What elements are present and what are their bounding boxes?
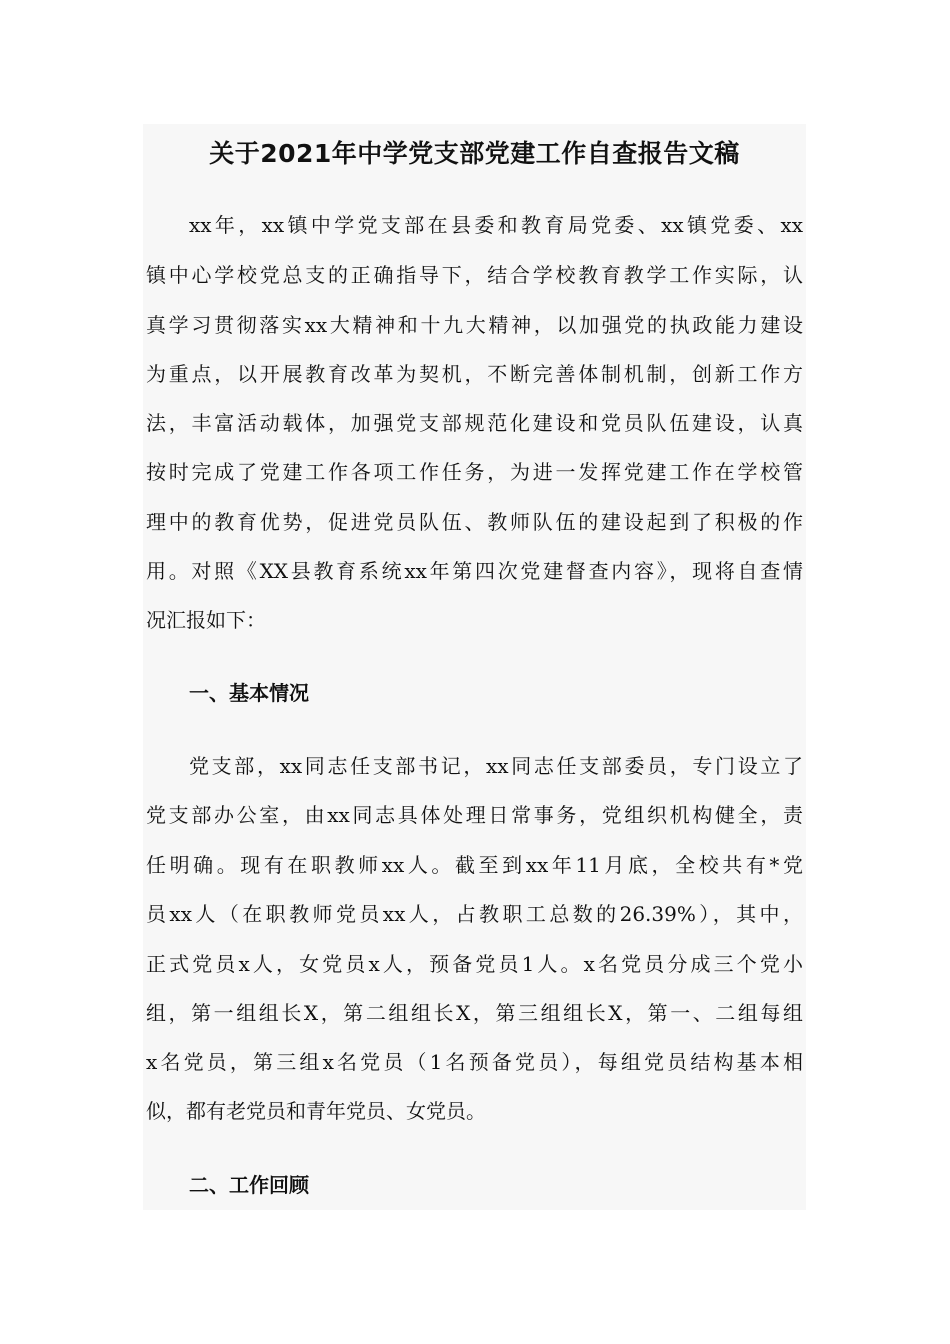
intro-line-7: 理中的教育优势，促进党员队伍、教师队伍的建设起到了积极的作: [146, 510, 803, 534]
section1-line-1: 党支部，xx同志任支部书记，xx同志任支部委员，专门设立了: [189, 754, 803, 778]
intro-line-4: 为重点，以开展教育改革为契机，不断完善体制机制，创新工作方: [146, 362, 803, 386]
intro-line-8: 用。对照《XX县教育系统xx年第四次党建督查内容》，现将自查情: [146, 559, 803, 583]
document-page: [143, 124, 806, 1210]
section1-line-5: 正式党员x人，女党员x人，预备党员1人。x名党员分成三个党小: [146, 952, 803, 976]
intro-line-2: 镇中心学校党总支的正确指导下，结合学校教育教学工作实际，认: [146, 263, 803, 287]
intro-line-1: xx年，xx镇中学党支部在县委和教育局党委、xx镇党委、xx: [189, 213, 803, 237]
intro-line-9: 况汇报如下：: [146, 608, 266, 632]
section-heading-work-review: 二、工作回顾: [189, 1173, 309, 1197]
intro-line-3: 真学习贯彻落实xx大精神和十九大精神，以加强党的执政能力建设: [146, 313, 803, 337]
intro-line-6: 按时完成了党建工作各项工作任务，为进一发挥党建工作在学校管: [146, 460, 803, 484]
section-heading-basic-info: 一、基本情况: [189, 681, 309, 705]
section1-line-8: 似，都有老党员和青年党员、女党员。: [146, 1099, 486, 1123]
intro-line-5: 法，丰富活动载体，加强党支部规范化建设和党员队伍建设，认真: [146, 411, 803, 435]
section1-line-2: 党支部办公室，由xx同志具体处理日常事务，党组织机构健全，责: [146, 803, 803, 827]
section1-line-4: 员xx人（在职教师党员xx人，占教职工总数的26.39%），其中，: [146, 902, 803, 926]
document-title: 关于2021年中学党支部党建工作自查报告文稿: [209, 139, 740, 168]
section1-line-7: x名党员，第三组x名党员（1名预备党员），每组党员结构基本相: [146, 1050, 803, 1074]
section1-line-6: 组，第一组组长X，第二组组长X，第三组组长X，第一、二组每组: [146, 1001, 803, 1025]
section1-line-3: 任明确。现有在职教师xx人。截至到xx年11月底，全校共有*党: [146, 853, 803, 877]
